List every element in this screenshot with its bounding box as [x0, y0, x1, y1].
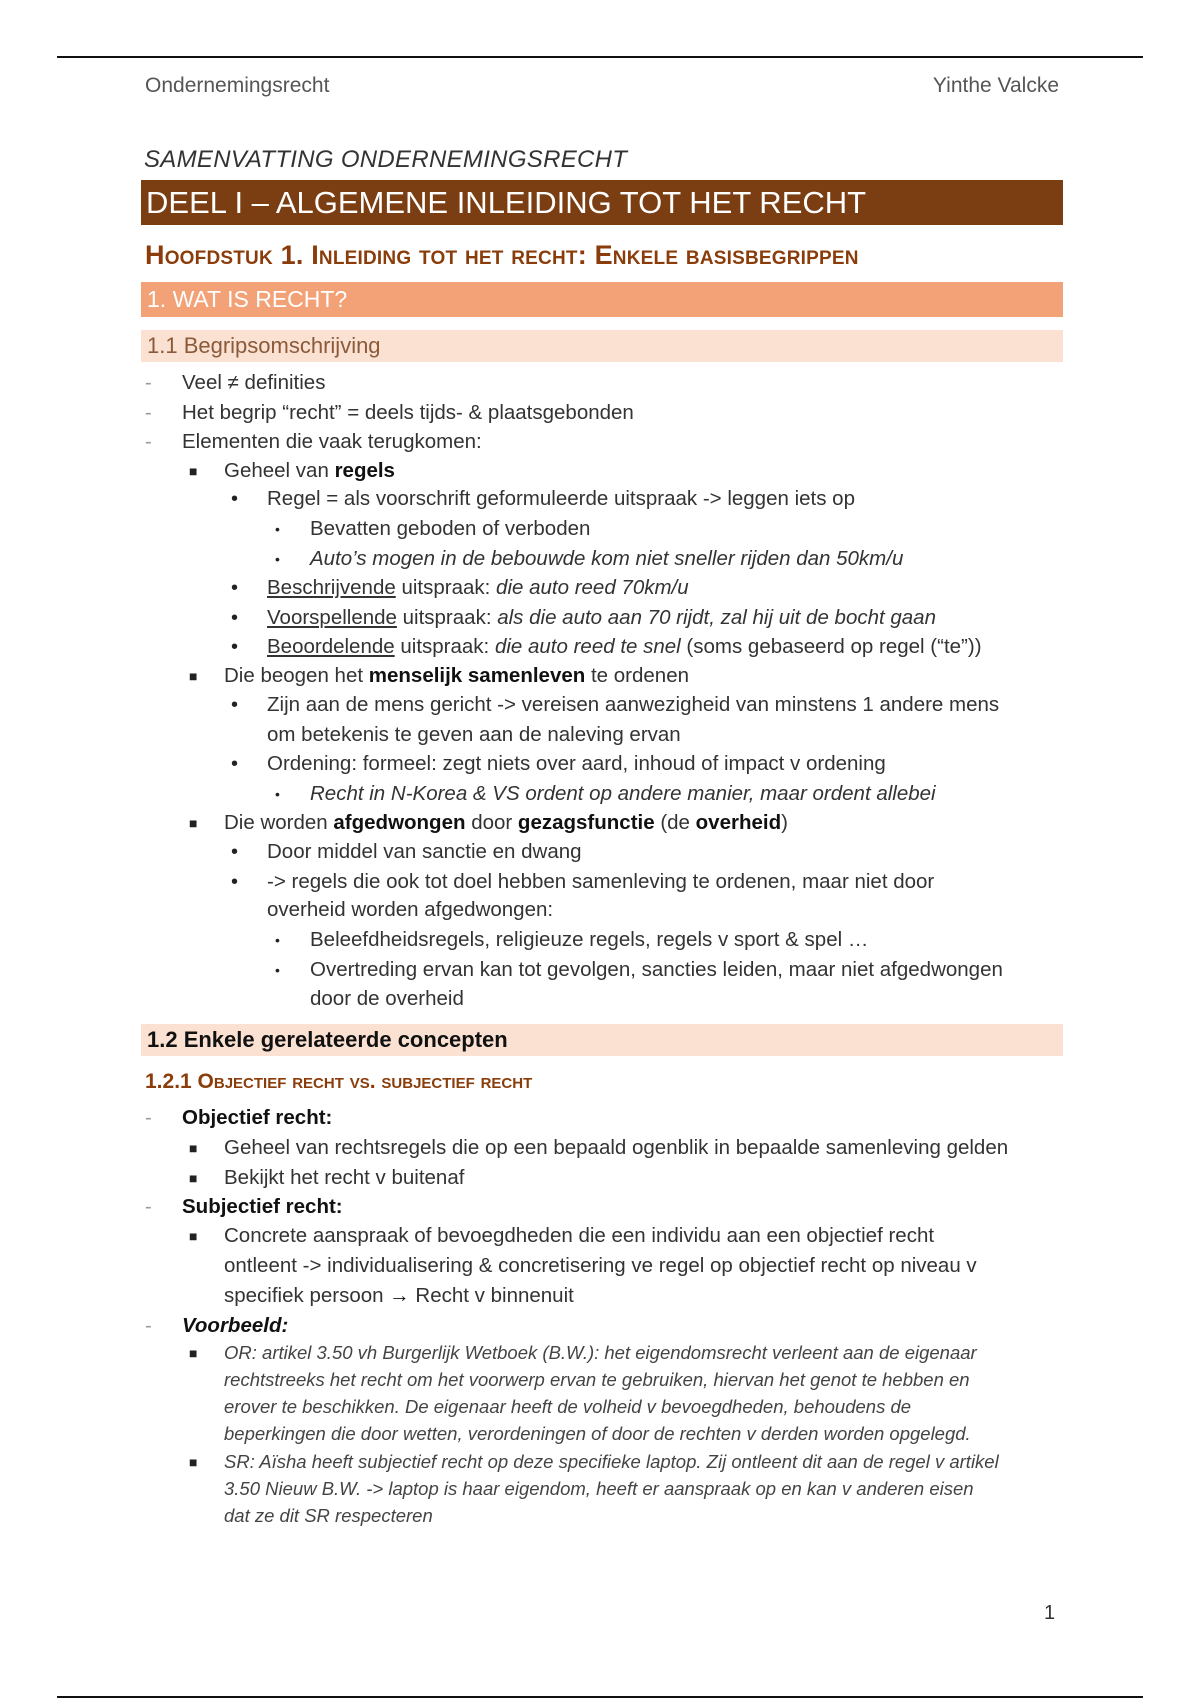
- list-item: Elementen die vaak terugkomen:: [182, 430, 482, 453]
- text-run: (de: [654, 811, 696, 834]
- square-bullet: ■: [189, 1454, 198, 1470]
- dot-bullet: •: [231, 577, 239, 599]
- list-item: Geheel van rechtsregels die op een bepaald ogenblik in bepaalde samenleving gelden: [224, 1136, 1009, 1159]
- list-item: Zijn aan de mens gericht -> vereisen aanwezigheid van minstens 1 andere mens: [267, 693, 1000, 716]
- text-run: uitspraak:: [395, 576, 497, 599]
- dot-bullet: •: [231, 694, 239, 716]
- chapter-heading: Hoofdstuk 1. Inleiding tot het recht: Enkele basisbegrippen: [145, 240, 859, 270]
- header-author: Yinthe Valcke: [932, 74, 1059, 97]
- example-text: beperkingen die door wetten, verordeningen of door de rechten v derden worden opgelegd.: [224, 1423, 971, 1444]
- example-text: erover te beschikken. De eigenaar heeft de volheid v bevoegdheden, behoudens de: [224, 1396, 912, 1417]
- underlined-term: Beschrijvende: [267, 576, 396, 599]
- top-rule: [57, 56, 1143, 58]
- square-bullet: ■: [189, 1345, 198, 1361]
- list-item-continuation: om betekenis te geven aan de naleving ervan: [267, 723, 681, 746]
- italic-example: die auto reed 70km/u: [496, 576, 689, 599]
- text-run: door: [465, 811, 518, 834]
- small-bullet: •: [275, 962, 280, 978]
- list-item: Regel = als voorschrift geformuleerde uitspraak -> leggen iets op: [267, 487, 855, 510]
- small-bullet: •: [275, 786, 280, 802]
- bold-term: regels: [334, 459, 395, 482]
- example-text: dat ze dit SR respecteren: [224, 1505, 433, 1526]
- square-bullet: ■: [189, 1228, 198, 1244]
- subsection-heading-1-1: 1.1 Begripsomschrijving: [141, 330, 1063, 362]
- underlined-term: Voorspellende: [267, 606, 397, 629]
- list-item-continuation: overheid worden afgedwongen:: [267, 898, 554, 921]
- list-item: Concrete aanspraak of bevoegdheden die een individu aan een objectief recht: [224, 1224, 935, 1247]
- list-item-continuation: door de overheid: [310, 987, 464, 1010]
- small-bullet: •: [275, 551, 280, 567]
- dash-bullet: -: [145, 1196, 152, 1218]
- bold-term: menselijk samenleven: [368, 664, 586, 687]
- list-item-continuation: ontleent -> individualisering & concretisering ve regel op objectief recht op niveau v: [224, 1254, 977, 1277]
- list-item: [224, 661, 689, 691]
- list-item: -> regels die ook tot doel hebben samenleving te ordenen, maar niet door: [267, 870, 935, 893]
- list-item: [267, 573, 689, 603]
- list-item: Overtreding ervan kan tot gevolgen, sancties leiden, maar niet afgedwongen: [310, 958, 1003, 981]
- square-bullet: ■: [189, 463, 198, 479]
- italic-example: die auto reed te snel: [494, 635, 681, 658]
- example-text: 3.50 Nieuw B.W. -> laptop is haar eigendom, heeft er aanspraak op en kan v anderen eisen: [224, 1478, 974, 1499]
- square-bullet: ■: [189, 668, 198, 684]
- list-item: Beleefdheidsregels, religieuze regels, regels v sport & spel …: [310, 928, 869, 951]
- text-run: specifiek persoon: [224, 1284, 390, 1307]
- list-item: [267, 603, 936, 633]
- text-run: ): [781, 811, 788, 834]
- subsubsection-heading-1-2-1: 1.2.1 Objectief recht vs. subjectief recht: [145, 1070, 533, 1093]
- dash-bullet: -: [145, 1315, 152, 1337]
- section-heading: 1. WAT IS RECHT?: [141, 282, 1063, 317]
- text-run: Recht v binnenuit: [409, 1284, 574, 1307]
- example-text: OR: artikel 3.50 vh Burgerlijk Wetboek (B.W.): het eigendomsrecht verleent aan de eigenaar: [224, 1342, 977, 1363]
- term-heading: Objectief recht:: [182, 1106, 333, 1129]
- bold-term: overheid: [695, 811, 782, 834]
- term-heading: Voorbeeld:: [182, 1314, 289, 1337]
- dot-bullet: •: [231, 636, 239, 658]
- list-item: [224, 808, 788, 838]
- term-heading: Subjectief recht:: [182, 1195, 343, 1218]
- text-run: Geheel van: [224, 459, 335, 482]
- dash-bullet: -: [145, 431, 152, 453]
- text-run: Die beogen het: [224, 664, 369, 687]
- italic-example: als die auto aan 70 rijdt, zal hij uit de bocht gaan: [497, 606, 936, 629]
- example-text: Recht in N-Korea & VS ordent op andere manier, maar ordent allebei: [310, 782, 936, 805]
- example-text: SR: Aïsha heeft subjectief recht op deze specifieke laptop. Zij ontleent dit aan de regel v artikel: [224, 1451, 999, 1472]
- list-item: Bevatten geboden of verboden: [310, 517, 591, 540]
- text-run: (soms gebaseerd op regel (“te”)): [680, 635, 982, 658]
- dot-bullet: •: [231, 871, 239, 893]
- example-text: rechtstreeks het recht om het voorwerp ervan te gebruiken, hiervan het genot te hebben en: [224, 1369, 970, 1390]
- text-run: Die worden: [224, 811, 334, 834]
- list-item: Bekijkt het recht v buitenaf: [224, 1166, 465, 1189]
- bold-term: gezagsfunctie: [517, 811, 655, 834]
- small-bullet: •: [275, 932, 280, 948]
- example-text: Auto’s mogen in de bebouwde kom niet sneller rijden dan 50km/u: [310, 547, 904, 570]
- dot-bullet: •: [231, 607, 239, 629]
- page-number: 1: [1044, 1602, 1056, 1624]
- list-item: Veel ≠ definities: [182, 371, 326, 394]
- underlined-term: Beoordelende: [267, 635, 395, 658]
- list-item: Ordening: formeel: zegt niets over aard, inhoud of impact v ordening: [267, 752, 886, 775]
- list-item: Door middel van sanctie en dwang: [267, 840, 582, 863]
- dash-bullet: -: [145, 402, 152, 424]
- small-bullet: •: [275, 521, 280, 537]
- header-course: Ondernemingsrecht: [145, 74, 330, 97]
- part-heading: DEEL I – ALGEMENE INLEIDING TOT HET RECHT: [141, 180, 1063, 225]
- text-run: te ordenen: [585, 664, 690, 687]
- text-run: uitspraak:: [396, 606, 498, 629]
- dash-bullet: -: [145, 372, 152, 394]
- dash-bullet: -: [145, 1107, 152, 1129]
- list-item-continuation: [224, 1281, 574, 1311]
- dot-bullet: •: [231, 488, 239, 510]
- square-bullet: ■: [189, 1140, 198, 1156]
- square-bullet: ■: [189, 1170, 198, 1186]
- running-header: [145, 74, 1059, 98]
- dot-bullet: •: [231, 753, 239, 775]
- list-item: [224, 456, 395, 486]
- list-item: [267, 632, 982, 662]
- document-title: SAMENVATTING ONDERNEMINGSRECHT: [144, 146, 628, 173]
- arrow-icon: →: [389, 1284, 410, 1307]
- text-run: uitspraak:: [394, 635, 495, 658]
- dot-bullet: •: [231, 841, 239, 863]
- list-item: Het begrip “recht” = deels tijds- & plaatsgebonden: [182, 401, 634, 424]
- bold-term: afgedwongen: [333, 811, 466, 834]
- bottom-rule: [57, 1696, 1143, 1698]
- square-bullet: ■: [189, 815, 198, 831]
- subsection-heading-1-2: 1.2 Enkele gerelateerde concepten: [141, 1024, 1063, 1056]
